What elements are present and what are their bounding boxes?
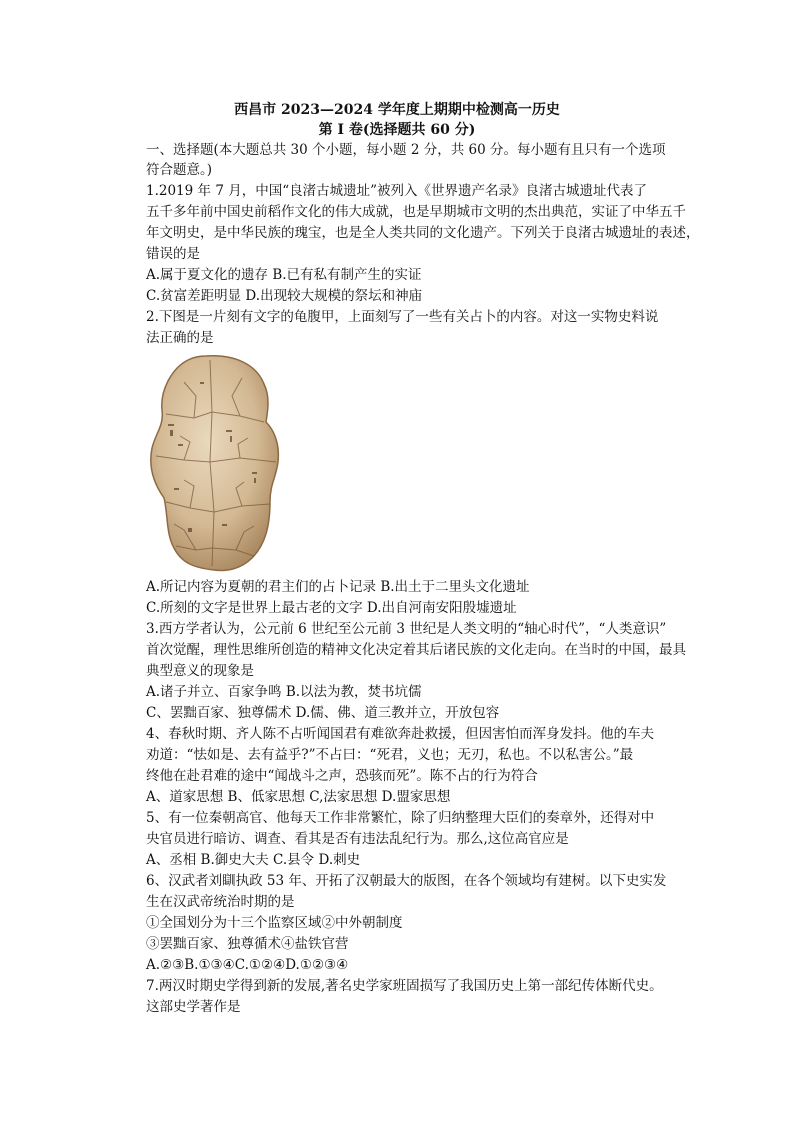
q4-stem-line3: 终他在赴君难的途中“闻战斗之声，恐骇而死”。陈不占的行为符合 bbox=[146, 768, 538, 784]
oracle-bone-turtle-plastron-icon bbox=[144, 352, 284, 574]
q1-stem-line2: 五千多年前中国史前稻作文化的伟大成就，也是早期城市文明的杰出典范，实证了中华五千 bbox=[146, 204, 686, 220]
q6-stem-line2: 生在汉武帝统治时期的是 bbox=[146, 894, 295, 910]
q6-options: A.②③B.①③④C.①②④D.①②③④ bbox=[146, 957, 349, 973]
q5-stem-line1: 5、有一位秦朝高官、他每天工作非常繁忙，除了归纳整理大臣们的奏章外，还得对中 bbox=[146, 810, 655, 826]
q5-options: A、丞相 B.御史大夫 C.县令 D.刺史 bbox=[146, 852, 361, 868]
q3-stem-line2: 首次觉醒，理性思维所创造的精神文化决定着其后诸民族的文化走向。在当时的中国，最具 bbox=[146, 642, 686, 658]
q7-stem-line1: 7.两汉时期史学得到新的发展,著名史学家班固损写了我国历史上第一部纪传体断代史。 bbox=[146, 978, 663, 994]
q3-stem-line3: 典型意义的现象是 bbox=[146, 663, 254, 679]
q2-options-cd: C.所刻的文字是世界上最古老的文字 D.出自河南安阳殷墟遗址 bbox=[146, 600, 517, 616]
q6-items-34: ③罢黜百家、独尊循术④盐铁官营 bbox=[146, 936, 349, 952]
q1-stem-line1: 1.2019 年 7 月，中国“良渚古城遗址”被列入《世界遗产名录》良渚古城遗址代表了 bbox=[146, 183, 648, 199]
q3-options-cd: C、罢黜百家、独尊儒术 D.儒、佛、道三教并立，开放包容 bbox=[146, 705, 500, 721]
q4-options: A、道家思想 B、低家思想 C,法家思想 D.盟家思想 bbox=[146, 789, 451, 805]
section-heading-line2: 符合题意。) bbox=[146, 162, 213, 178]
q7-stem-line2: 这部史学著作是 bbox=[146, 999, 241, 1015]
q1-stem-line4: 错误的是 bbox=[146, 246, 200, 262]
q1-options-ab: A.属于夏文化的遗存 B.已有私有制产生的实证 bbox=[146, 267, 422, 283]
q2-stem-line2: 法正确的是 bbox=[146, 330, 214, 346]
q4-stem-line2: 劝道：“怯如是、去有益乎?”不占曰：“死君，义也；无刃，私也。不以私害公。”最 bbox=[146, 747, 634, 763]
exam-subtitle: 第 I 卷(选择题共 60 分) bbox=[318, 122, 476, 138]
q3-stem-line1: 3.西方学者认为，公元前 6 世纪至公元前 3 世纪是人类文明的“轴心时代”，“人类意识” bbox=[146, 621, 667, 637]
exam-title: 西昌市 2023—2024 学年度上期期中检测高一历史 bbox=[234, 102, 560, 118]
q6-stem-line1: 6、汉武者刘瞓执政 53 年、开拓了汉朝最大的版图，在各个领域均有建树。以下史实发 bbox=[146, 873, 667, 889]
q1-stem-line3: 年文明史，是中华民族的瑰宝，也是全人类共同的文化遗产。下列关于良渚古城遗址的表述， bbox=[146, 225, 700, 241]
q3-options-ab: A.诸子并立、百家争鸣 B.以法为教，焚书坑儒 bbox=[146, 684, 422, 700]
q6-items-12: ①全国划分为十三个监察区域②中外朝制度 bbox=[146, 915, 403, 931]
q2-options-ab: A.所记内容为夏朝的君主们的占卜记录 B.出土于二里头文化遗址 bbox=[146, 579, 530, 595]
q4-stem-line1: 4、春秋时期、齐人陈不占听闻国君有难欲奔赴救援，但因害怕而浑身发抖。他的车夫 bbox=[146, 726, 655, 742]
q2-stem-line1: 2.下图是一片刻有文字的龟腹甲，上面刻写了一些有关占卜的内容。对这一实物史料说 bbox=[146, 309, 659, 325]
q1-options-cd: C.贫富差距明显 D.出现较大规模的祭坛和神庙 bbox=[146, 288, 423, 304]
q5-stem-line2: 央官员进行暗访、调查、看其是否有违法乱纪行为。那么,这位高官应是 bbox=[146, 831, 569, 847]
section-heading-line1: 一、选择题(本大题总共 30 个小题，每小题 2 分，共 60 分。每小题有且只有一个选项 bbox=[146, 142, 666, 158]
